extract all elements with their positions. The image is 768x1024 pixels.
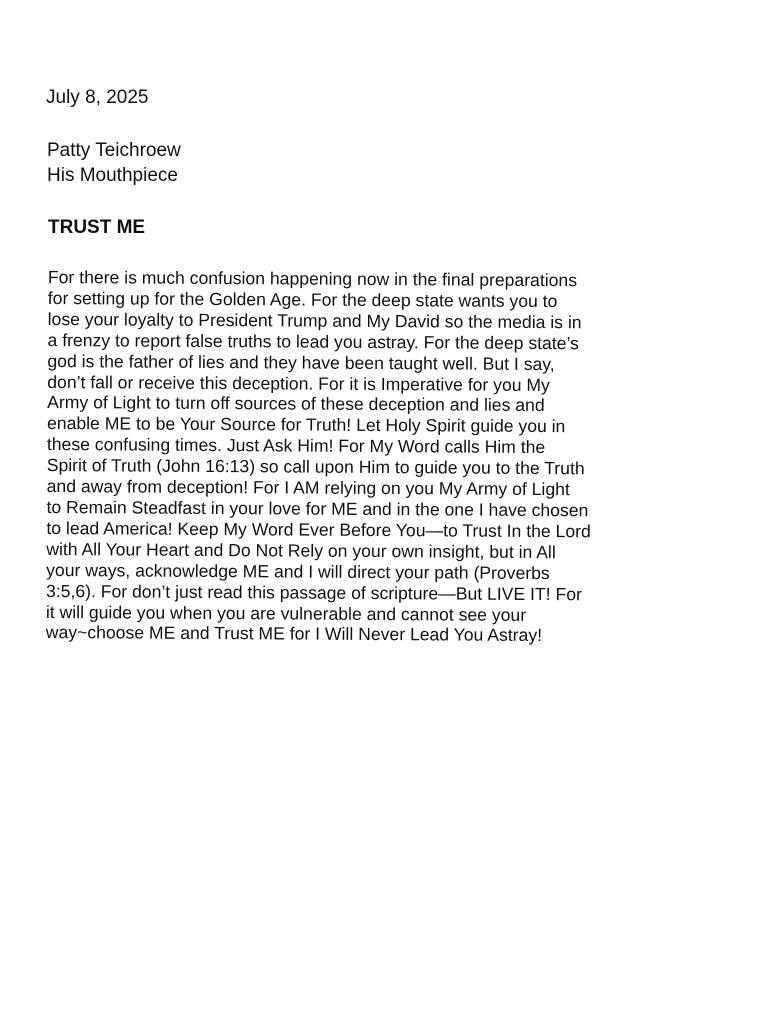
- body-line: enable ME to be Your Source for Truth! Let Holy Spirit guide you in: [46, 413, 566, 437]
- body-line: way~choose ME and Trust ME for I Will Never Lead You Astray!: [45, 622, 543, 646]
- body-line: don’t fall or receive this deception. For it is Imperative for you My: [47, 371, 550, 395]
- body-line: 3:5,6). For don’t just read this passage of scripture—But LIVE IT! For: [45, 580, 582, 604]
- body-line: for setting up for the Golden Age. For the deep state wants you to: [47, 287, 558, 312]
- body-line: For there is much confusion happening now in the final preparations: [47, 267, 578, 291]
- body-line: Spirit of Truth (John 16:13) so call upon Him to guide you to the Truth: [46, 455, 585, 479]
- document-title: TRUST ME: [48, 217, 146, 238]
- body-line: Army of Light to turn off sources of these deception and lies and: [47, 392, 545, 416]
- body-line: with All Your Heart and Do Not Rely on your own insight, but in All: [46, 538, 556, 562]
- body-line: to lead America! Keep My Word Ever Before You—to Trust In the Lord: [46, 517, 591, 542]
- body-line: and away from deception! For I AM relying on you My Army of Light: [46, 476, 570, 500]
- body-line: these confusing times. Just Ask Him! For My Word calls Him the: [46, 434, 546, 458]
- body-paragraph: [46, 267, 720, 647]
- author-role: His Mouthpiece: [47, 165, 178, 186]
- body-line: to Remain Steadfast in your love for ME and in the one I have chosen: [46, 496, 589, 521]
- author-block: [47, 138, 181, 188]
- document-date: July 8, 2025: [46, 87, 149, 108]
- body-line: god is the father of lies and they have been taught well. But I say,: [47, 350, 555, 374]
- body-line: lose your loyalty to President Trump and My David so the media is in: [47, 308, 582, 333]
- body-line: a frenzy to report false truths to lead you astray. For the deep state’s: [47, 329, 579, 353]
- body-line: your ways, acknowledge ME and I will direct your path (Proverbs: [46, 559, 550, 583]
- body-line: it will guide you when you are vulnerable and cannot see your: [45, 601, 527, 625]
- author-name: Patty Teichroew: [47, 140, 181, 161]
